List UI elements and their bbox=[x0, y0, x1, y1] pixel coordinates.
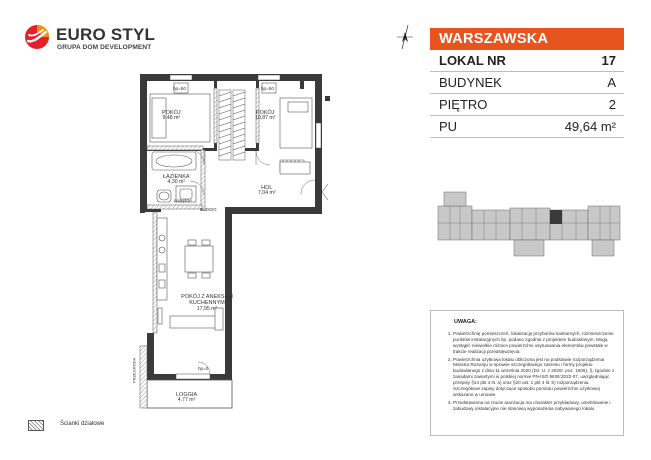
tag-podejscie: podejście bbox=[174, 198, 192, 203]
north-arrow-icon bbox=[394, 24, 416, 50]
tag-hp-2: hp=50 bbox=[261, 86, 274, 91]
notes-title: UWAGA: bbox=[454, 319, 477, 325]
info-row-unit-number bbox=[430, 50, 624, 72]
notes-box bbox=[430, 310, 624, 436]
room-area: 4,77 m² bbox=[177, 397, 196, 404]
room-area: 10,87 m² bbox=[255, 115, 276, 122]
note-item: 3. Przedstawiona na rzucie aranżacja ma charakter przykładowy, umeblowanie i zabudowy instalacyjne nie stanowią wyposażenia nabywanego lokalu bbox=[453, 400, 615, 412]
tag-hp-1: hp=50 bbox=[173, 86, 186, 91]
room-area: 4,30 m² bbox=[167, 179, 186, 186]
room-name: POKÓJ bbox=[255, 110, 275, 116]
building-key-plan bbox=[430, 170, 624, 280]
room-name: POKÓJ Z ANEKSEM KUCHENNYM bbox=[181, 294, 233, 307]
room-label-bedroom-2 bbox=[255, 110, 275, 122]
notes-list bbox=[453, 331, 615, 411]
info-label: BUDYNEK bbox=[439, 75, 502, 90]
note-item: 1. Powierzchnię pomieszczeń, lokalizację przyborów sanitarnych, rozmieszczenie punktów instalacyjnych itp. podano zgodnie z projektem budowlanym. Mogą wystąpić niewielkie różnice powierzchni usytuowania elementów powstałe w trakcie realizacji przedsięwzięcia. bbox=[453, 331, 615, 355]
note-item: 2. Powierzchnia użytkowa lokalu obliczona jest na podstawie rozporządzenia Ministra Rozwoju w sprawie szczegółowego zakresu i formy projektu budowlanego z dnia 11 września 2020 (Dz. U. z 2020r. poz. 1609), §, zgodnie z zasadami zawartymi w polskiej normie PN-ISO 9836:2022-07, uwzględniając przepisy §14 pkt 4 lit. a) oraz §20 ust. 1 pkt 4 lit. b) rozporządzenia. Szczegółowe zapisy dotyczące sposobu pomiaru powierzchni użytkowej wskazano w umowie. bbox=[453, 357, 615, 398]
room-label-living-kitchen bbox=[171, 294, 243, 313]
info-label: PU bbox=[439, 119, 458, 134]
info-row-building bbox=[430, 72, 624, 94]
brand-name: EURO STYL bbox=[56, 25, 156, 44]
tag-hp-3: hp=0 bbox=[198, 366, 209, 371]
tag-przegroda: PRZEGRODA bbox=[131, 357, 137, 383]
room-name: LOGGIA bbox=[176, 392, 198, 398]
room-area: 7,04 m² bbox=[258, 190, 276, 197]
info-row-area bbox=[430, 116, 624, 138]
room-name: HOL bbox=[261, 185, 273, 191]
room-label-bathroom bbox=[163, 174, 190, 186]
room-area: 17,95 m² bbox=[196, 305, 218, 312]
legend-label: Ścianki działowe bbox=[60, 421, 105, 427]
info-value: 2 bbox=[608, 97, 616, 112]
room-label-loggia bbox=[176, 392, 197, 404]
info-label: PIĘTRO bbox=[439, 97, 488, 112]
floor-plan bbox=[130, 68, 340, 410]
city-title: WARSZAWSKA bbox=[430, 28, 624, 50]
room-name: POKÓJ bbox=[162, 110, 181, 116]
room-name: ŁAZIENKA bbox=[163, 174, 190, 180]
info-value: 17 bbox=[601, 53, 616, 68]
info-row-floor bbox=[430, 94, 624, 116]
info-value: A bbox=[607, 75, 616, 90]
hatch-swatch-icon bbox=[28, 420, 44, 431]
room-label-hall bbox=[258, 185, 276, 197]
unit-info-panel bbox=[430, 28, 624, 138]
brand-subtitle: GRUPA DOM DEVELOPMENT bbox=[57, 44, 152, 51]
room-label-bedroom-1 bbox=[162, 110, 181, 122]
tag-budgio: BUDGIO bbox=[200, 207, 217, 212]
room-area: 9,48 m² bbox=[162, 115, 181, 122]
logo bbox=[24, 24, 154, 54]
info-label: LOKAL NR bbox=[439, 53, 506, 68]
info-value: 49,64 m² bbox=[564, 119, 616, 134]
euro-styl-logo-icon bbox=[24, 24, 50, 50]
